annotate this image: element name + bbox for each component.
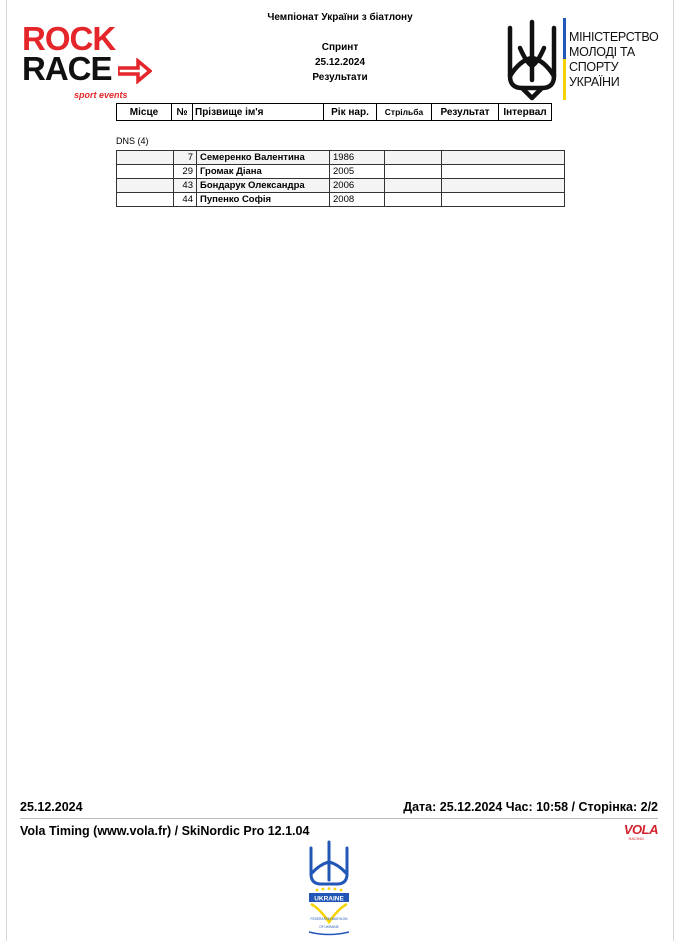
results-header-table [116,103,552,121]
col-interval: Інтервал [499,104,552,121]
cell-number: 29 [174,165,197,179]
footer-date: 25.12.2024 [20,800,83,814]
col-name: Прізвище ім'я [193,104,324,121]
cell-year: 2005 [330,165,385,179]
cell-name: Пупенко Софія [197,193,330,207]
cell-number: 43 [174,179,197,193]
ministry-line3: УКРАЇНИ [569,75,620,89]
cell-result [442,193,565,207]
footer-meta: Дата: 25.12.2024 Час: 10:58 / Сторінка: 2/2 [403,800,658,814]
vola-logo: VOLA [623,822,658,837]
cell-result [442,151,565,165]
discipline-title: Спринт [321,42,359,53]
table-row [117,151,565,165]
cell-place [117,151,174,165]
cell-name: Семеренко Валентина [197,151,330,165]
ministry-line1: МІНІСТЕРСТВО [569,30,659,44]
cell-name: Громак Діана [197,165,330,179]
rock-race-logo-line1: ROCK [22,20,116,57]
federation-biathlon-logo [303,840,355,938]
rock-race-logo [22,22,162,102]
federation-line2: OF UKRAINE [319,925,339,929]
rock-race-tagline: sport events [74,90,128,100]
arrow-icon [118,58,152,84]
dns-group-label: DNS (4) [116,136,149,146]
cell-place [117,193,174,207]
cell-place [117,179,174,193]
cell-shooting [385,165,442,179]
cell-shooting [385,179,442,193]
federation-country-text: UKRAINE [314,895,344,903]
ministry-flag-bar [563,18,566,100]
rock-race-logo-line2: RACE [22,50,112,87]
page-edge-left [6,0,7,941]
cell-number: 7 [174,151,197,165]
cell-place [117,165,174,179]
col-result: Результат [432,104,499,121]
table-row [117,165,565,179]
cell-year: 2006 [330,179,385,193]
col-place: Місце [117,104,172,121]
cell-name: Бондарук Олександра [197,179,330,193]
dns-table [116,150,565,207]
cell-shooting [385,151,442,165]
cell-shooting [385,193,442,207]
cell-year: 1986 [330,151,385,165]
col-year: Рік нар. [324,104,377,121]
page-edge-right [673,0,674,941]
footer-divider [20,818,658,819]
ministry-logo-text [569,30,680,90]
vola-logo-sub: RACING [628,836,644,841]
cell-number: 44 [174,193,197,207]
trident-icon [504,18,560,102]
col-shooting: Стрільба [377,104,432,121]
cell-result [442,165,565,179]
event-date: 25.12.2024 [314,57,366,68]
cell-result [442,179,565,193]
federation-line1: FEDERATION BIATHLON [310,917,348,921]
col-number: № [172,104,193,121]
table-row [117,179,565,193]
section-title: Результати [312,72,368,83]
footer-timing-credit: Vola Timing (www.vola.fr) / SkiNordic Pro 12.1.04 [20,824,310,838]
ministry-line2: МОЛОДІ ТА СПОРТУ [569,45,635,74]
header-row [117,104,552,121]
competition-title: Чемпіонат України з біатлону [267,12,413,23]
table-row [117,193,565,207]
cell-year: 2008 [330,193,385,207]
